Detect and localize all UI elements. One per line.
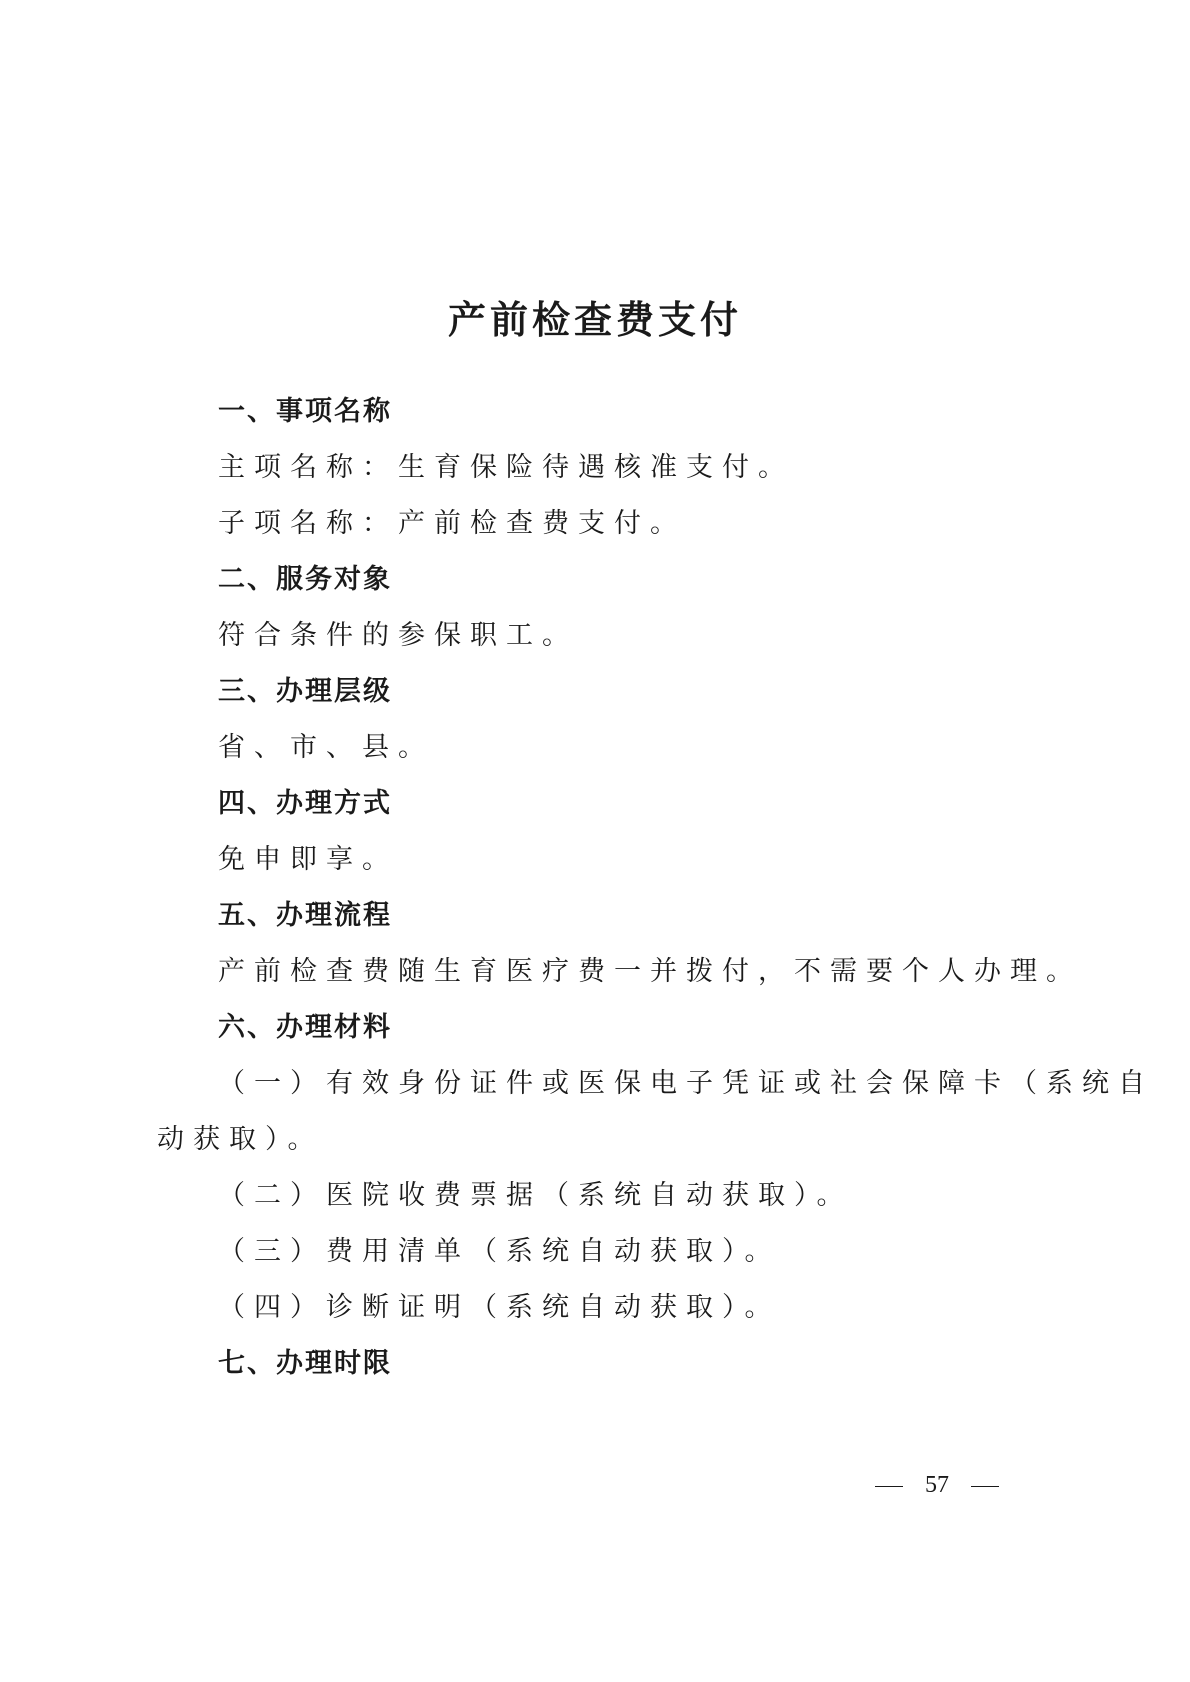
right-dash-decoration xyxy=(971,1486,999,1487)
section-heading-materials: 六、办理材料 xyxy=(218,1012,392,1043)
paragraph-material-2: （二）医院收费票据（系统自动获取）。 xyxy=(218,1180,853,1211)
paragraph-processing-level: 省、市、县。 xyxy=(218,732,434,763)
document-title: 产前检查费支付 xyxy=(447,298,742,342)
paragraph-material-1: （一）有效身份证件或医保电子凭证或社会保障卡（系统自 xyxy=(218,1068,1154,1099)
paragraph-processing-method: 免申即享。 xyxy=(218,844,398,875)
page-number: 57 xyxy=(925,1472,949,1498)
paragraph-sub-item-name: 子项名称：产前检查费支付。 xyxy=(218,508,686,539)
section-heading-service-target: 二、服务对象 xyxy=(218,564,392,595)
section-heading-processing-level: 三、办理层级 xyxy=(218,676,392,707)
paragraph-material-3: （三）费用清单（系统自动获取）。 xyxy=(218,1236,781,1267)
paragraph-processing-flow: 产前检查费随生育医疗费一并拨付，不需要个人办理。 xyxy=(218,956,1082,987)
left-dash-decoration xyxy=(875,1486,903,1487)
page-number-footer xyxy=(875,1470,999,1500)
paragraph-service-target: 符合条件的参保职工。 xyxy=(218,620,578,651)
section-heading-time-limit: 七、办理时限 xyxy=(218,1348,392,1379)
paragraph-main-item-name: 主项名称：生育保险待遇核准支付。 xyxy=(218,452,794,483)
paragraph-material-1-continued: 动获取）。 xyxy=(157,1124,324,1155)
section-heading-processing-method: 四、办理方式 xyxy=(218,788,392,819)
paragraph-material-4: （四）诊断证明（系统自动获取）。 xyxy=(218,1292,781,1323)
section-heading-processing-flow: 五、办理流程 xyxy=(218,900,392,931)
section-heading-item-name: 一、事项名称 xyxy=(218,396,392,427)
